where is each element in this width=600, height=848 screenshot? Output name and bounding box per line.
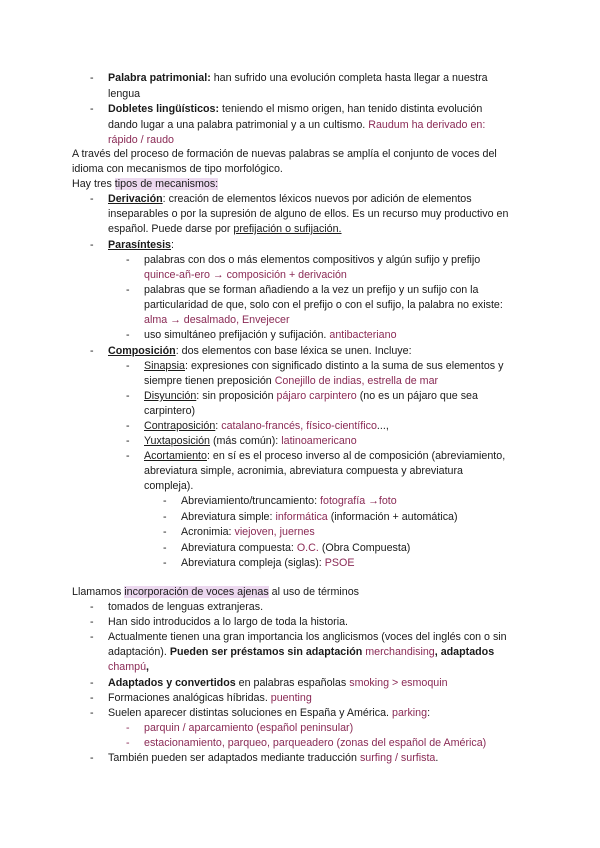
list-item: palabras con dos o más elementos compositivos y algún sufijo y prefijo	[144, 254, 481, 266]
list-item	[144, 433, 357, 449]
list-item: Actualmente tienen una gran importancia los anglicismos (voces del inglés con o sin	[108, 631, 507, 643]
bold-text: Pueden ser préstamos sin adaptación	[169, 646, 363, 658]
list-item	[108, 237, 174, 253]
term: Derivación	[108, 193, 163, 205]
label: Abreviatura compuesta:	[181, 542, 294, 554]
list-item	[108, 675, 448, 691]
bullet-dash: -	[126, 737, 130, 749]
example: pájaro carpintero	[276, 390, 357, 402]
list-item	[144, 358, 503, 374]
text: :	[427, 707, 431, 719]
list-item	[108, 705, 430, 721]
example: latinoamericano	[281, 435, 357, 447]
text: siempre tienen preposición	[144, 375, 272, 387]
text: uso simultáneo prefijación y sufijación.	[144, 329, 327, 341]
bullet-dash: -	[126, 450, 130, 462]
label: Abreviamiento/truncamiento:	[181, 495, 318, 507]
list-item: tomados de lenguas extranjeras.	[108, 601, 264, 613]
text: han sufrido una evolución completa hasta llegar a nuestra	[213, 72, 488, 84]
text: ,	[146, 661, 150, 673]
list-item	[181, 524, 315, 540]
paragraph-line	[72, 176, 218, 192]
term: Dobletes lingüísticos:	[108, 103, 220, 115]
example-line: rápido / raudo	[108, 134, 174, 146]
list-item: palabras que se forman añadiendo a la vez un prefijo y un sufijo con la	[144, 284, 479, 296]
example: viejoven, juernes	[234, 526, 315, 538]
bullet-dash: -	[126, 435, 130, 447]
term: Parasíntesis	[108, 239, 171, 251]
list-item	[144, 388, 478, 404]
term: Disyunción	[144, 390, 197, 402]
bullet-dash: -	[90, 631, 94, 643]
link-text: prefijación o sufijación.	[233, 223, 342, 235]
example: O.C.	[296, 542, 319, 554]
list-item	[181, 493, 397, 509]
paragraph-line: A través del proceso de formación de nuevas palabras se amplía el conjunto de voces del	[72, 148, 497, 160]
example: informática	[275, 511, 328, 523]
text: También pueden ser adaptados mediante traducción	[108, 752, 357, 764]
list-item	[144, 327, 397, 343]
example: antibacteriano	[329, 329, 397, 341]
label: Acronimia:	[181, 526, 232, 538]
term: Composición	[108, 345, 176, 357]
note: (no es un pájaro que sea	[359, 390, 478, 402]
example: smoking > esmoquin	[349, 677, 448, 689]
text-line: particularidad de que, solo con el prefijo o con el sufijo, la palabra no existe:	[144, 299, 503, 311]
text: : creación de elementos léxicos nuevos por adición de elementos	[162, 193, 472, 205]
text-line: lengua	[108, 88, 141, 100]
bullet-dash: -	[163, 495, 167, 507]
bullet-dash: -	[90, 72, 94, 84]
text: dando lugar a una palabra patrimonial y a un cultismo.	[108, 119, 366, 131]
highlight: tipos de mecanismos:	[114, 178, 219, 190]
text: ...,	[376, 420, 389, 432]
term: Palabra patrimonial:	[108, 72, 211, 84]
text: adaptación).	[108, 646, 167, 658]
text: .	[435, 752, 439, 764]
text: : expresiones con significado distinto a la suma de sus elementos y	[185, 360, 504, 372]
term: Acortamiento	[144, 450, 207, 462]
text-line	[108, 644, 494, 660]
text: : dos elementos con base léxica se unen. Incluye:	[175, 345, 412, 357]
text: en palabras españolas	[238, 677, 347, 689]
text: al uso de términos	[271, 586, 359, 598]
list-item	[144, 448, 505, 464]
bullet-dash: -	[126, 254, 130, 266]
bullet-dash: -	[90, 752, 94, 764]
label: Abreviatura compleja (siglas):	[181, 557, 322, 569]
bullet-dash: -	[126, 284, 130, 296]
bullet-dash: -	[126, 420, 130, 432]
example: champú	[108, 661, 147, 673]
paragraph-line	[72, 584, 359, 600]
bullet-dash: -	[163, 557, 167, 569]
list-item	[108, 750, 438, 766]
list-item	[108, 343, 412, 359]
bold-text: , adaptados	[434, 646, 495, 658]
example-line: quince-añ-ero → composición + derivación	[144, 269, 347, 281]
list-item	[181, 540, 410, 556]
bullet-dash: -	[163, 542, 167, 554]
text-line: compleja).	[144, 480, 194, 492]
bullet-dash: -	[126, 329, 130, 341]
bullet-dash: -	[126, 390, 130, 402]
bullet-dash: -	[163, 511, 167, 523]
text-line: abreviatura simple, acronimia, abreviatura compuesta y abreviatura	[144, 465, 463, 477]
text-line	[108, 221, 342, 237]
bullet-dash: -	[90, 239, 94, 251]
example-line: estacionamiento, parqueo, parqueadero (zonas del español de América)	[144, 737, 487, 749]
example: puenting	[270, 692, 312, 704]
term: Contraposición	[144, 420, 216, 432]
example: surfing / surfista	[359, 752, 436, 764]
text: español. Puede darse por	[108, 223, 231, 235]
text: teniendo el mismo origen, han tenido distinta evolución	[222, 103, 483, 115]
example: PSOE	[324, 557, 355, 569]
example: fotografía →foto	[320, 495, 397, 507]
bullet-dash: -	[126, 360, 130, 372]
list-item	[108, 101, 482, 117]
bullet-dash: -	[90, 692, 94, 704]
list-item	[181, 555, 354, 571]
text: Hay tres	[72, 178, 112, 190]
bullet-dash: -	[90, 345, 94, 357]
bold-text: Adaptados y convertidos	[108, 677, 236, 689]
list-item	[108, 70, 488, 86]
example: Conejillo de indias, estrella de mar	[274, 375, 439, 387]
text: :	[170, 239, 174, 251]
text: : en sí es el proceso inverso al de composición (abreviamiento,	[206, 450, 506, 462]
text: (más común):	[212, 435, 279, 447]
bullet-dash: -	[126, 722, 130, 734]
text: : sin proposición	[196, 390, 274, 402]
bullet-dash: -	[90, 707, 94, 719]
example: Raudum ha derivado en:	[368, 119, 486, 131]
example: catalano-francés, físico-científico	[221, 420, 377, 432]
label: Abreviatura simple:	[181, 511, 273, 523]
example-line: alma → desalmado, Envejecer	[144, 314, 290, 326]
text: Llamamos	[72, 586, 122, 598]
list-item	[144, 418, 389, 434]
term: Yuxtaposición	[144, 435, 210, 447]
text: :	[215, 420, 219, 432]
list-item	[108, 191, 472, 207]
note: (información + automática)	[330, 511, 458, 523]
list-item	[181, 509, 458, 525]
text-line	[144, 373, 438, 389]
bullet-dash: -	[90, 601, 94, 613]
term: Sinapsia	[144, 360, 185, 372]
example-line: parquin / aparcamiento (español peninsular)	[144, 722, 354, 734]
list-item	[108, 690, 312, 706]
note: (Obra Compuesta)	[321, 542, 411, 554]
text-line	[108, 659, 149, 675]
text: Formaciones analógicas híbridas.	[108, 692, 268, 704]
bullet-dash: -	[90, 193, 94, 205]
paragraph-line: idioma con mecanismos de tipo morfológico.	[72, 163, 283, 175]
bullet-dash: -	[163, 526, 167, 538]
text-line	[108, 117, 485, 133]
text: Suelen aparecer distintas soluciones en España y América.	[108, 707, 390, 719]
text-line: carpintero)	[144, 405, 196, 417]
bullet-dash: -	[90, 103, 94, 115]
text-line: inseparables o por la supresión de alguno de ellos. Es un recurso muy productivo en	[108, 208, 509, 220]
list-item: Han sido introducidos a lo largo de toda la historia.	[108, 616, 349, 628]
bullet-dash: -	[90, 677, 94, 689]
example: merchandising	[365, 646, 435, 658]
bullet-dash: -	[90, 616, 94, 628]
highlight: incorporación de voces ajenas	[124, 586, 269, 598]
example: parking	[392, 707, 428, 719]
